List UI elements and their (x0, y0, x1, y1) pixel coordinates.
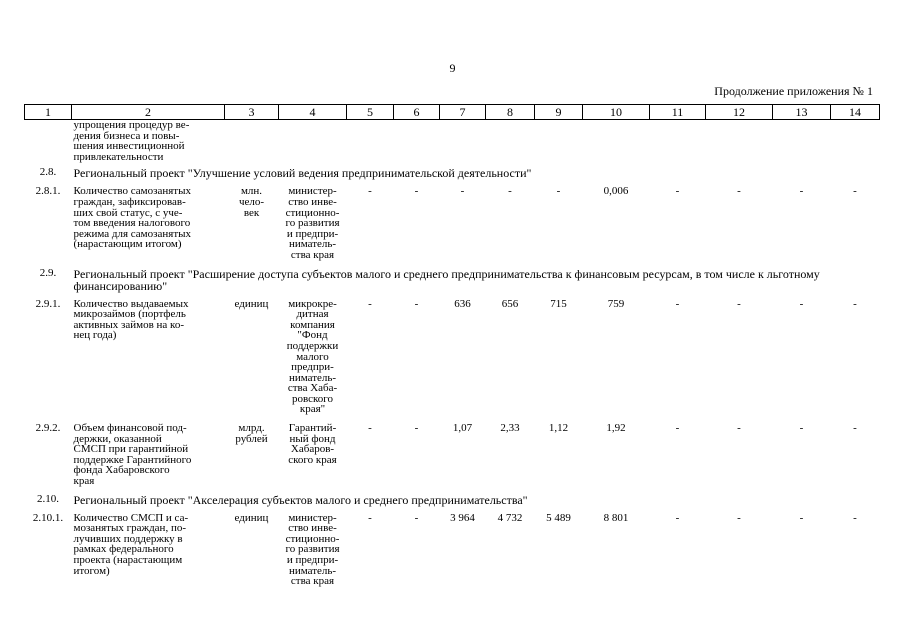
column-header-12: 12 (706, 105, 773, 120)
indicator-row (25, 509, 880, 591)
column-header-3: 3 (225, 105, 279, 120)
indicator-row (25, 419, 880, 491)
value-col-8: 4 732 (497, 511, 523, 524)
column-header-2: 2 (72, 105, 225, 120)
value-col-13: - (799, 511, 804, 524)
value-col-6: - (414, 297, 419, 310)
table-body (25, 120, 880, 591)
column-header-1: 1 (25, 105, 72, 120)
indicators-table (24, 104, 880, 591)
row-number: 2.9.1. (35, 297, 61, 310)
value-col-5: - (368, 422, 372, 435)
unit-of-measure: млн. чело- век (238, 185, 265, 219)
column-header-5: 5 (347, 105, 394, 120)
indicator-row (25, 295, 880, 420)
value-col-12: - (737, 511, 741, 524)
project-title: Региональный проект "Расширение доступа субъектов малого и среднего предпринимательства к финансовым ресурсам, в том числе к льготному финансированию" (73, 266, 820, 293)
unit-of-measure: млрд. рублей (235, 422, 268, 445)
column-header-11: 11 (650, 105, 706, 120)
value-col-13: - (799, 185, 804, 198)
value-col-9: - (556, 185, 561, 198)
indicator-name: Количество СМСП и са- мозанятых граждан, по- лучивших поддержку в рамках федерального проекта (нарастающим итогом) (73, 511, 189, 577)
value-col-9: 5 489 (546, 511, 571, 524)
value-col-9: 1,12 (548, 422, 569, 435)
row-number: 2.10. (37, 492, 59, 505)
value-col-14: - (853, 185, 857, 198)
project-title: Региональный проект "Улучшение условий ведения предпринимательской деятельности" (73, 166, 532, 181)
responsible-party: микрокре- дитная компания "Фонд поддержки малого предпри- ниматель- ства Хаба- ровского края" (286, 297, 339, 416)
value-col-8: 656 (501, 297, 519, 310)
carryover-name: упрощения процедур ве- дения бизнеса и повы- шения инвестиционной привлекательности (73, 119, 190, 163)
column-header-4: 4 (279, 105, 347, 120)
responsible-party: министер- ство инве- стиционно- го развития и предпри- ниматель- ства края (285, 185, 340, 261)
page-number: 9 (449, 61, 456, 75)
indicator-row (25, 182, 880, 264)
column-header-6: 6 (394, 105, 440, 120)
value-col-11: - (675, 511, 680, 524)
value-col-13: - (799, 422, 804, 435)
value-col-14: - (853, 297, 857, 310)
column-header-10: 10 (583, 105, 650, 120)
row-number: 2.10.1. (32, 511, 64, 524)
indicator-name: Объем финансовой под- держки, оказанной СМСП при гарантийной поддержке Гарантийного фонда Хабаровского края (73, 422, 192, 488)
column-header-9: 9 (535, 105, 583, 120)
value-col-7: 1,07 (452, 422, 473, 435)
value-col-7: 3 964 (450, 511, 475, 524)
unit-of-measure: единиц (234, 511, 269, 524)
value-col-10: 1,92 (606, 422, 626, 435)
value-col-14: - (853, 511, 857, 524)
value-col-5: - (368, 297, 372, 310)
value-col-12: - (737, 297, 741, 310)
value-col-10: 8 801 (603, 511, 629, 524)
column-header-8: 8 (486, 105, 535, 120)
responsible-party: Гарантий- ный фонд Хабаров- ского края (288, 422, 337, 466)
value-col-12: - (737, 185, 741, 198)
responsible-party: министер- ство инве- стиционно- го развития и предпри- ниматель- ства края (285, 511, 340, 588)
value-col-10: 0,006 (603, 185, 629, 198)
project-row (25, 265, 880, 295)
value-col-6: - (414, 422, 419, 435)
value-col-13: - (799, 297, 804, 310)
indicator-name: Количество самозанятых граждан, зафиксировав- ших свой статус, с уче- том введения налогового режима для самозанятых (нарастающим итогом) (73, 185, 192, 251)
value-col-9: 715 (550, 297, 567, 310)
value-col-8: - (508, 185, 512, 198)
row-number: 2.8.1. (35, 185, 61, 198)
column-header-7: 7 (440, 105, 486, 120)
value-col-11: - (675, 297, 680, 310)
column-header-14: 14 (831, 105, 880, 120)
value-col-6: - (414, 185, 419, 198)
project-row (25, 164, 880, 182)
continuation-label: Продолжение приложения № 1 (714, 84, 873, 98)
row-number: 2.9.2. (35, 422, 61, 435)
project-title: Региональный проект "Акселерация субъектов малого и среднего предпринимательства" (73, 492, 528, 507)
row-number: 2.9. (39, 266, 57, 279)
value-col-5: - (368, 511, 372, 524)
value-col-8: 2,33 (500, 422, 520, 435)
carryover-row (25, 120, 880, 165)
column-header-13: 13 (773, 105, 831, 120)
value-col-7: 636 (454, 297, 471, 310)
value-col-10: 759 (607, 297, 625, 310)
value-col-11: - (675, 185, 680, 198)
unit-of-measure: единиц (234, 297, 269, 310)
project-row (25, 491, 880, 509)
indicator-name: Количество выдаваемых микрозаймов (портфель активных займов на ко- нец года) (73, 297, 189, 342)
value-col-5: - (368, 185, 372, 198)
value-col-11: - (675, 422, 680, 435)
value-col-14: - (853, 422, 857, 435)
value-col-6: - (414, 511, 419, 524)
row-number: 2.8. (39, 166, 57, 179)
value-col-12: - (737, 422, 741, 435)
header-row (25, 105, 880, 120)
value-col-7: - (460, 185, 465, 198)
